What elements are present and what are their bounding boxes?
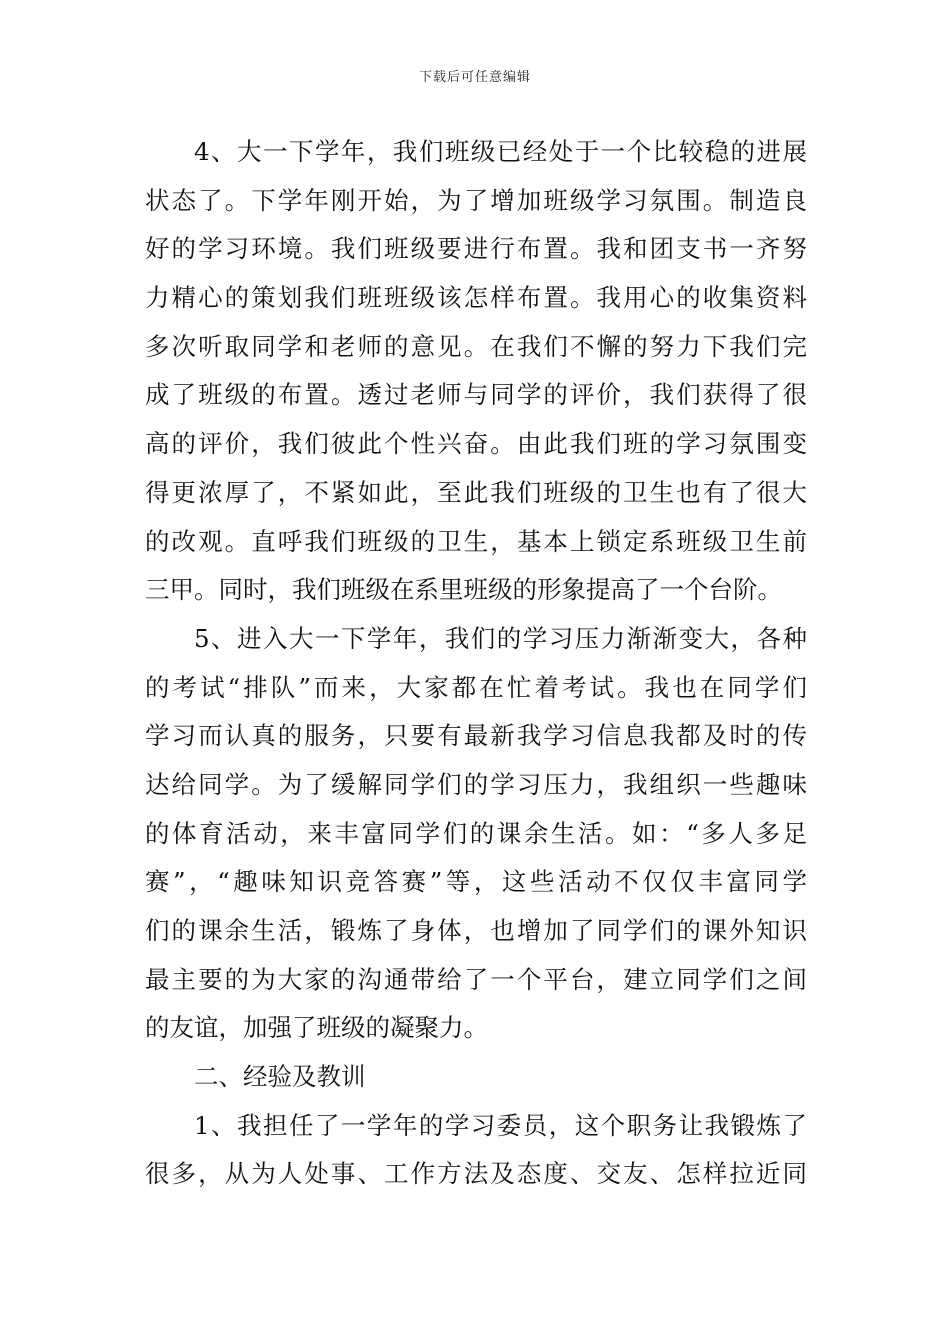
section-heading: 二、经验及教训 — [194, 1062, 366, 1092]
text-line: 1、我担任了一学年的学习委员，这个职务让我锻炼了 — [194, 1110, 807, 1140]
text-line: 成了班级的布置。透过老师与同学的评价，我们获得了很 — [145, 380, 807, 410]
text-line: 赛”，“趣味知识竞答赛”等，这些活动不仅仅丰富同学 — [145, 867, 807, 897]
text-line: 的改观。直呼我们班级的卫生，基本上锁定系班级卫生前 — [145, 526, 807, 556]
page-header: 下载后可任意编辑 — [418, 70, 531, 85]
document-body — [145, 128, 807, 1199]
text-line: 力精心的策划我们班班级该怎样布置。我用心的收集资料 — [145, 283, 807, 313]
text-line: 状态了。下学年刚开始，为了增加班级学习氛围。制造良 — [145, 185, 807, 215]
text-line: 达给同学。为了缓解同学们的学习压力，我组织一些趣味 — [145, 769, 807, 799]
text-line: 三甲。同时，我们班级在系里班级的形象提高了一个台阶。 — [145, 575, 782, 605]
text-line: 好的学习环境。我们班级要进行布置。我和团支书一齐努 — [145, 234, 807, 264]
text-line: 高的评价，我们彼此个性兴奋。由此我们班的学习氛围变 — [145, 429, 807, 459]
text-line: 5、进入大一下学年，我们的学习压力渐渐变大，各种 — [194, 623, 807, 653]
text-line: 的考试“排队”而来，大家都在忙着考试。我也在同学们 — [145, 672, 807, 702]
text-line: 多次听取同学和老师的意见。在我们不懈的努力下我们完 — [145, 331, 807, 361]
text-line: 很多，从为人处事、工作方法及态度、交友、怎样拉近同 — [145, 1159, 807, 1189]
text-line: 的友谊，加强了班级的凝聚力。 — [145, 1013, 488, 1043]
text-line: 最主要的为大家的沟通带给了一个平台，建立同学们之间 — [145, 964, 807, 994]
text-line: 们的课余生活，锻炼了身体，也增加了同学们的课外知识 — [145, 916, 807, 945]
text-line: 学习而认真的服务，只要有最新我学习信息我都及时的传 — [145, 721, 807, 751]
text-line: 得更浓厚了，不紧如此，至此我们班级的卫生也有了很大 — [145, 477, 807, 507]
text-line: 4、大一下学年，我们班级已经处于一个比较稳的进展 — [194, 137, 807, 166]
text-line: 的体育活动，来丰富同学们的课余生活。如：“多人多足 — [145, 818, 807, 848]
